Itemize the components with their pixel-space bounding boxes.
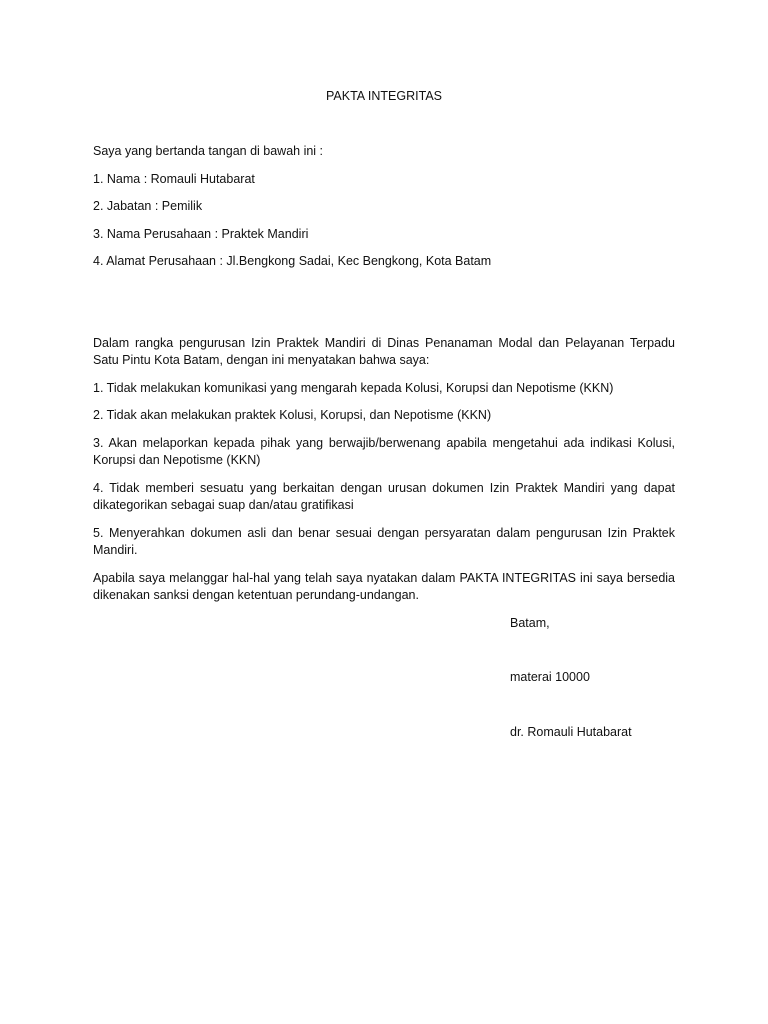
- signature-name: dr. Romauli Hutabarat: [510, 725, 632, 739]
- intro-line: Saya yang bertanda tangan di bawah ini :: [93, 144, 324, 158]
- point-5: 5. Menyerahkan dokumen asli dan benar sesuai dengan persyaratan dalam pengurusan Izin Praktek Mandiri.: [93, 526, 675, 557]
- field-name: 1. Nama : Romauli Hutabarat: [93, 172, 255, 186]
- point-3: 3. Akan melaporkan kepada pihak yang berwajib/berwenang apabila mengetahui ada indikasi Kolusi, Korupsi dan Nepotisme (KKN): [93, 436, 675, 467]
- field-company-name: 3. Nama Perusahaan : Praktek Mandiri: [93, 227, 309, 241]
- signature-stamp: materai 10000: [510, 670, 590, 684]
- statement-paragraph: Dalam rangka pengurusan Izin Praktek Mandiri di Dinas Penanaman Modal dan Pelayanan Terpadu Satu Pintu Kota Batam, dengan ini menyatakan bahwa saya:: [93, 336, 675, 367]
- point-2: 2. Tidak akan melakukan praktek Kolusi, Korupsi, dan Nepotisme (KKN): [93, 408, 492, 422]
- document-title: PAKTA INTEGRITAS: [326, 89, 442, 103]
- field-company-address: 4. Alamat Perusahaan : Jl.Bengkong Sadai, Kec Bengkong, Kota Batam: [93, 254, 492, 268]
- field-position: 2. Jabatan : Pemilik: [93, 199, 203, 213]
- closing-paragraph: Apabila saya melanggar hal-hal yang telah saya nyatakan dalam PAKTA INTEGRITAS ini saya bersedia dikenakan sanksi dengan ketentuan perundang-undangan.: [93, 571, 675, 602]
- point-4: 4. Tidak memberi sesuatu yang berkaitan dengan urusan dokumen Izin Praktek Mandiri yang dapat dikategorikan sebagai suap dan/atau gratifikasi: [93, 481, 675, 512]
- signature-place: Batam,: [510, 616, 550, 630]
- point-1: 1. Tidak melakukan komunikasi yang mengarah kepada Kolusi, Korupsi dan Nepotisme (KKN): [93, 381, 614, 395]
